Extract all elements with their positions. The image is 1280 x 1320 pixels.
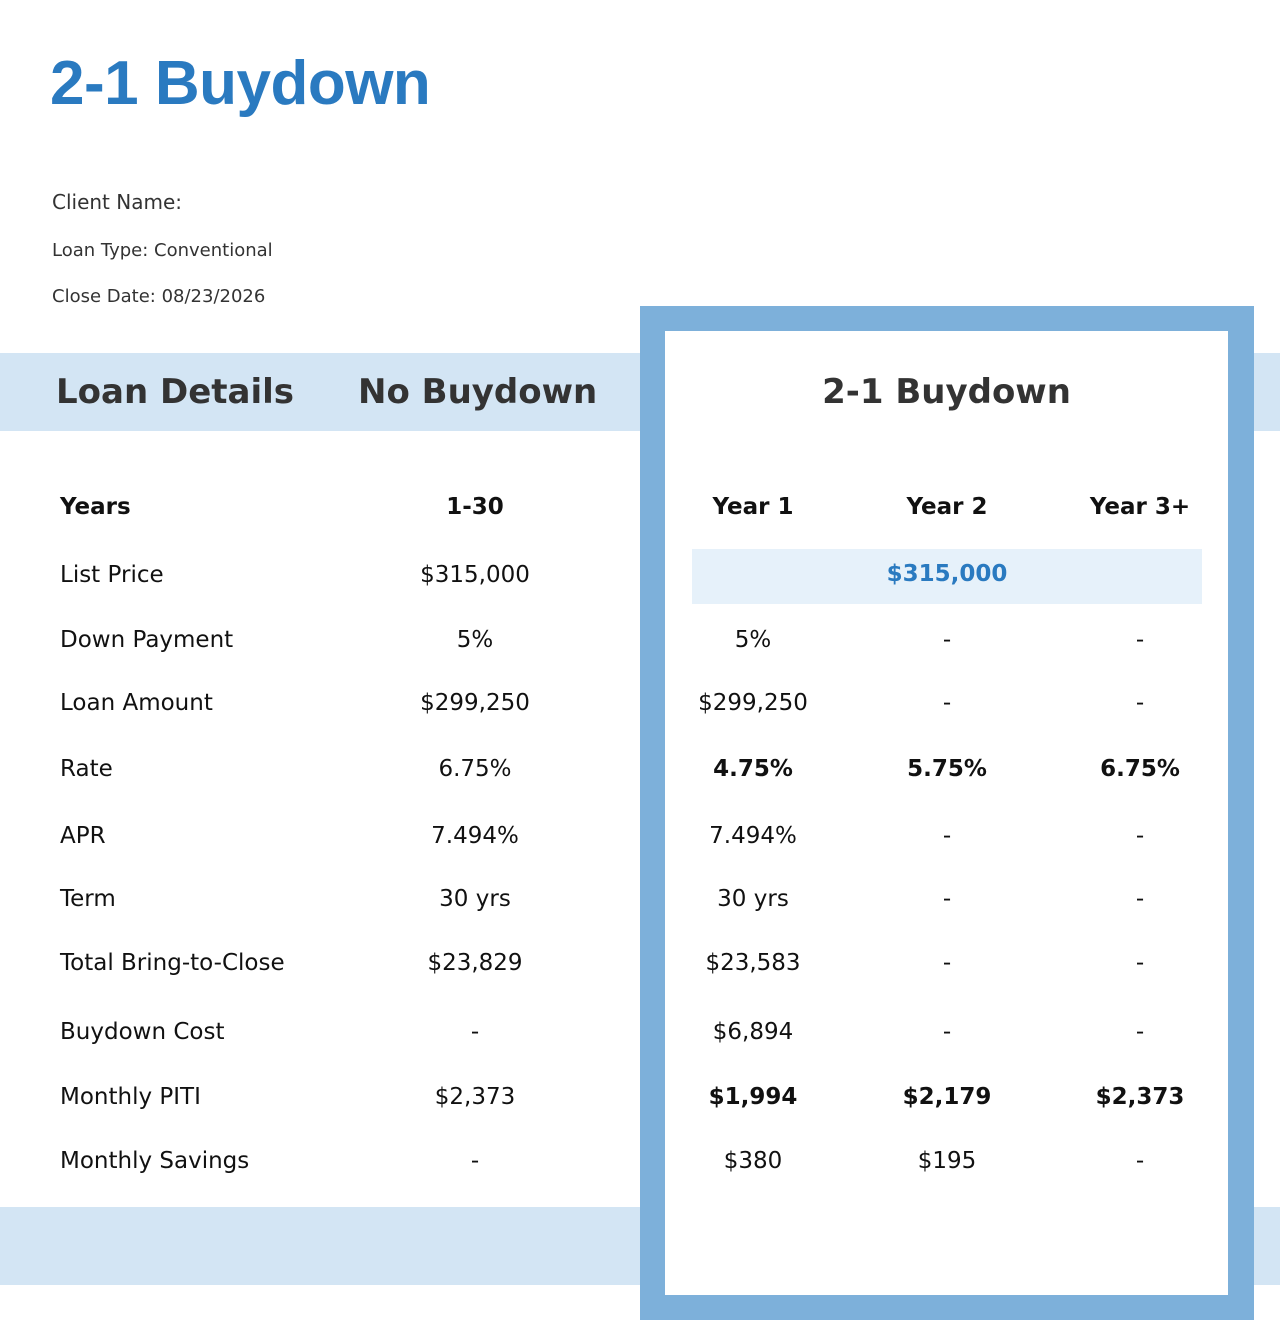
table-row-term <box>0 886 1280 918</box>
year3-value: Year 3+ <box>1089 494 1191 520</box>
table-row-years <box>0 494 1280 526</box>
table-row-monthly-savings <box>0 1148 1280 1180</box>
year1-value: Year 1 <box>712 494 794 520</box>
loan-type-label: Loan Type: Conventional <box>52 240 273 261</box>
table-row-loan-amount <box>0 690 1280 722</box>
table-row-monthly-piti <box>0 1084 1280 1116</box>
year1-value: $23,583 <box>705 950 801 976</box>
close-date-label: Close Date: 08/23/2026 <box>52 286 266 307</box>
year3-value: $2,373 <box>1095 1084 1185 1110</box>
year3-value: - <box>1135 690 1145 716</box>
year2-value: - <box>942 950 952 976</box>
year2-value: - <box>942 1019 952 1045</box>
year3-value: - <box>1135 950 1145 976</box>
table-row-rate <box>0 756 1280 788</box>
year2-value: $2,179 <box>902 1084 992 1110</box>
year1-value: 4.75% <box>713 756 793 782</box>
year2-value: - <box>942 823 952 849</box>
year1-value: 5% <box>734 627 772 653</box>
year3-value: 6.75% <box>1100 756 1180 782</box>
table-row-apr <box>0 823 1280 855</box>
year1-value: $299,250 <box>698 690 808 716</box>
buydown-list-price: $315,000 <box>886 561 1008 587</box>
row-label: Down Payment <box>60 627 234 653</box>
loan-details-heading: Loan Details <box>56 372 295 412</box>
table-row-list-price <box>0 562 1280 594</box>
row-label: Term <box>60 886 116 912</box>
year2-value: 5.75% <box>907 756 987 782</box>
no-buydown-value: - <box>470 1019 480 1045</box>
year3-value: - <box>1135 823 1145 849</box>
no-buydown-value: 5% <box>456 627 494 653</box>
year3-value: - <box>1135 627 1145 653</box>
no-buydown-value: 6.75% <box>438 756 512 782</box>
row-label: Total Bring-to-Close <box>60 950 285 976</box>
year1-value: $1,994 <box>708 1084 798 1110</box>
no-buydown-value: 30 yrs <box>439 886 511 912</box>
row-label: Rate <box>60 756 113 782</box>
no-buydown-value: $299,250 <box>420 690 530 716</box>
no-buydown-heading: No Buydown <box>358 372 598 412</box>
year1-value: $6,894 <box>712 1019 794 1045</box>
year3-value: - <box>1135 1019 1145 1045</box>
no-buydown-value: $23,829 <box>427 950 523 976</box>
table-row-buydown-cost <box>0 1019 1280 1051</box>
year3-value: - <box>1135 886 1145 912</box>
no-buydown-value: $2,373 <box>434 1084 516 1110</box>
year2-value: - <box>942 690 952 716</box>
row-label: Years <box>60 494 131 520</box>
year3-value: - <box>1135 1148 1145 1174</box>
no-buydown-value: 1-30 <box>446 494 504 520</box>
year1-value: 7.494% <box>709 823 797 849</box>
row-label: Monthly Savings <box>60 1148 250 1174</box>
row-label: APR <box>60 823 106 849</box>
year1-value: $380 <box>723 1148 783 1174</box>
table-row-down-payment <box>0 627 1280 659</box>
year2-value: $195 <box>917 1148 977 1174</box>
no-buydown-value: 7.494% <box>431 823 519 849</box>
year2-value: - <box>942 627 952 653</box>
page-title: 2-1 Buydown <box>50 49 431 118</box>
table-row-bring-to-close <box>0 950 1280 982</box>
no-buydown-value: - <box>470 1148 480 1174</box>
row-label: List Price <box>60 562 164 588</box>
year1-value: 30 yrs <box>717 886 789 912</box>
buydown-heading: 2-1 Buydown <box>822 372 1071 412</box>
row-label: Buydown Cost <box>60 1019 225 1045</box>
no-buydown-value: $315,000 <box>420 562 530 588</box>
client-name-label: Client Name: <box>52 190 182 214</box>
year2-value: Year 2 <box>906 494 988 520</box>
row-label: Monthly PITI <box>60 1084 201 1110</box>
year2-value: - <box>942 886 952 912</box>
row-label: Loan Amount <box>60 690 213 716</box>
